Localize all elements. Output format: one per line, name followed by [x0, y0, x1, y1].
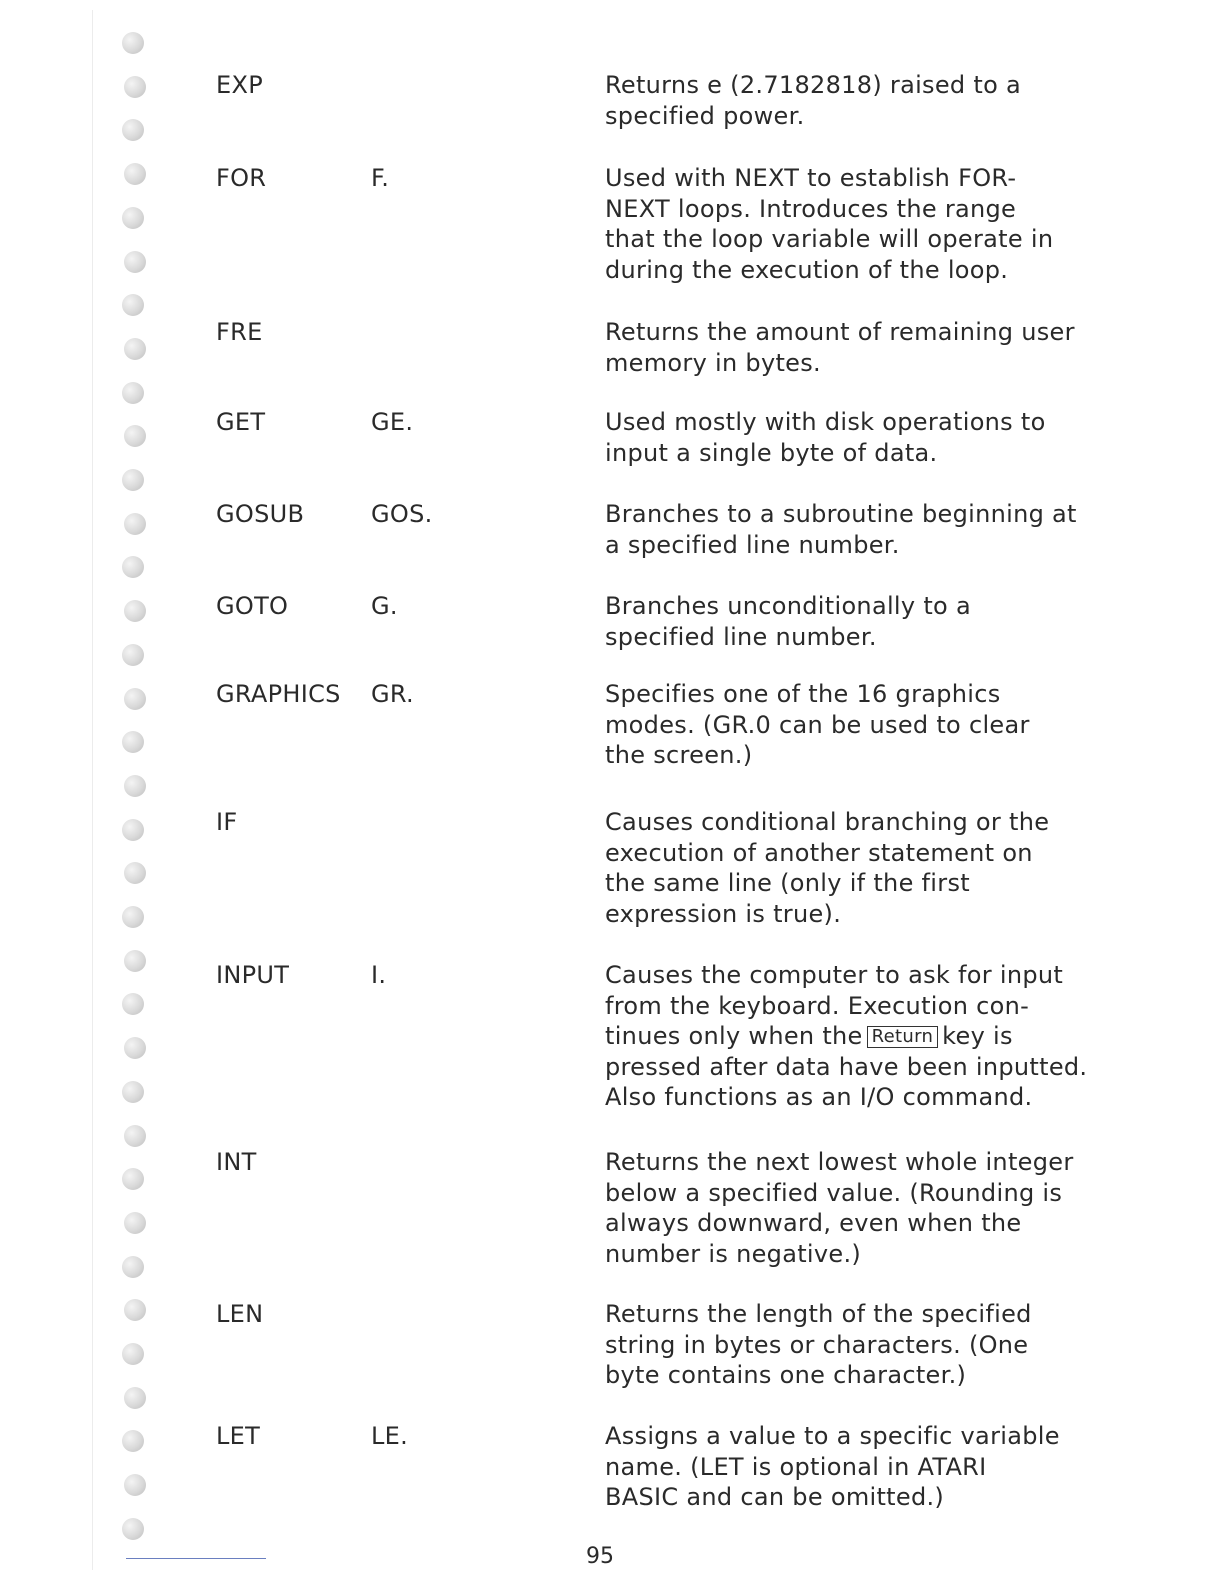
- binding-hole: [122, 731, 144, 753]
- description: [605, 499, 1075, 560]
- abbreviation: GOS.: [371, 500, 433, 528]
- description-line: below a specified value. (Rounding is: [605, 1178, 1063, 1207]
- description-line: execution of another statement on: [605, 838, 1033, 867]
- binding-hole: [122, 1256, 144, 1278]
- description-line: a specified line number.: [605, 530, 900, 559]
- description-line: input a single byte of data.: [605, 438, 938, 467]
- description-line: Returns the amount of remaining user: [605, 318, 1075, 346]
- description: [605, 807, 1075, 929]
- binding-hole: [124, 251, 146, 273]
- description-line: Causes the computer to ask for input: [605, 961, 1064, 989]
- binding-holes: [0, 0, 96, 1584]
- binding-hole: [124, 425, 146, 447]
- page-number: 95: [586, 1544, 614, 1569]
- return-key-label: Return: [867, 1026, 939, 1048]
- binding-hole: [124, 338, 146, 360]
- keyword: INPUT: [216, 961, 290, 989]
- description-line: specified line number.: [605, 622, 877, 651]
- description-line: [605, 1021, 1075, 1052]
- description: [605, 163, 1075, 285]
- binding-hole: [122, 644, 144, 666]
- binding-hole: [124, 1212, 146, 1234]
- binding-hole: [124, 1125, 146, 1147]
- description-line: the screen.): [605, 741, 753, 769]
- description-line: Also functions as an I/O command.: [605, 1083, 1033, 1111]
- description-line: Assigns a value to a specific variable: [605, 1422, 1060, 1450]
- binding-hole: [122, 1518, 144, 1540]
- description-line: always downward, even when the: [605, 1209, 1022, 1237]
- description-line: Specifies one of the 16 graphics: [605, 680, 1001, 708]
- binding-hole: [124, 163, 146, 185]
- keyword: LET: [216, 1422, 261, 1450]
- abbreviation: GR.: [371, 680, 414, 708]
- binding-hole: [122, 556, 144, 578]
- description: [605, 1147, 1075, 1269]
- binding-hole: [124, 1474, 146, 1496]
- binding-hole: [122, 294, 144, 316]
- description-line: Causes conditional branching or the: [605, 808, 1050, 836]
- binding-hole: [124, 600, 146, 622]
- binding-hole: [122, 1430, 144, 1452]
- description-line: that the loop variable will operate in: [605, 225, 1054, 253]
- description-line: number is negative.): [605, 1239, 862, 1268]
- description-line: NEXT loops. Introduces the range: [605, 194, 1017, 223]
- binding-hole: [124, 950, 146, 972]
- keyword: FOR: [216, 164, 267, 192]
- abbreviation: GE.: [371, 408, 414, 436]
- description: [605, 591, 1075, 652]
- description-line: name. (LET is optional in ATARI: [605, 1452, 987, 1481]
- description-line: string in bytes or characters. (One: [605, 1330, 1029, 1359]
- keyword: IF: [216, 808, 238, 836]
- abbreviation: LE.: [371, 1422, 409, 1450]
- binding-hole: [122, 1081, 144, 1103]
- description-line: Used mostly with disk operations to: [605, 408, 1046, 436]
- description: [605, 960, 1088, 1113]
- description-line: BASIC and can be omitted.): [605, 1483, 945, 1511]
- binding-hole: [122, 1168, 144, 1190]
- binding-hole: [124, 1299, 146, 1321]
- binding-hole: [122, 207, 144, 229]
- binding-hole: [124, 1037, 146, 1059]
- description-line: specified power.: [605, 101, 805, 130]
- description-line: Branches to a subroutine beginning at: [605, 500, 1077, 528]
- keyword: FRE: [216, 318, 263, 346]
- binding-hole: [122, 819, 144, 841]
- keyword: INT: [216, 1148, 257, 1176]
- description-line: from the keyboard. Execution con-: [605, 991, 1030, 1020]
- binding-edge-line: [92, 10, 93, 1570]
- description: [605, 1299, 1075, 1391]
- binding-hole: [124, 775, 146, 797]
- description-text: tinues only when the: [605, 1022, 863, 1050]
- binding-hole: [122, 32, 144, 54]
- keyword: GRAPHICS: [216, 680, 341, 708]
- description-line: during the execution of the loop.: [605, 255, 1009, 284]
- description-line: pressed after data have been inputted.: [605, 1052, 1088, 1081]
- keyword: LEN: [216, 1300, 264, 1328]
- footer-rule: [126, 1558, 266, 1559]
- keyword: GET: [216, 408, 266, 436]
- keyword: EXP: [216, 71, 263, 99]
- binding-hole: [122, 119, 144, 141]
- abbreviation: I.: [371, 961, 387, 989]
- description-line: Returns the length of the specified: [605, 1300, 1032, 1328]
- binding-hole: [124, 688, 146, 710]
- description: [605, 679, 1075, 771]
- binding-hole: [122, 906, 144, 928]
- description: [605, 407, 1075, 468]
- description: [605, 1421, 1075, 1513]
- binding-hole: [124, 862, 146, 884]
- binding-hole: [122, 382, 144, 404]
- description-line: Returns the next lowest whole integer: [605, 1148, 1074, 1176]
- binding-hole: [124, 513, 146, 535]
- description: [605, 317, 1075, 378]
- description-line: modes. (GR.0 can be used to clear: [605, 710, 1030, 739]
- keyword: GOTO: [216, 592, 289, 620]
- description-text: key is: [942, 1022, 1013, 1050]
- abbreviation: G.: [371, 592, 398, 620]
- description-line: memory in bytes.: [605, 348, 821, 377]
- abbreviation: F.: [371, 164, 390, 192]
- binding-hole: [122, 1343, 144, 1365]
- description-line: the same line (only if the first: [605, 869, 970, 897]
- binding-hole: [122, 993, 144, 1015]
- description-line: Returns e (2.7182818) raised to a: [605, 71, 1022, 99]
- description-line: expression is true).: [605, 899, 842, 928]
- description: [605, 70, 1075, 131]
- keyword: GOSUB: [216, 500, 305, 528]
- binding-hole: [124, 76, 146, 98]
- description-line: Used with NEXT to establish FOR-: [605, 164, 1017, 192]
- binding-hole: [124, 1387, 146, 1409]
- binding-hole: [122, 469, 144, 491]
- description-line: byte contains one character.): [605, 1361, 967, 1389]
- description-line: Branches unconditionally to a: [605, 592, 971, 620]
